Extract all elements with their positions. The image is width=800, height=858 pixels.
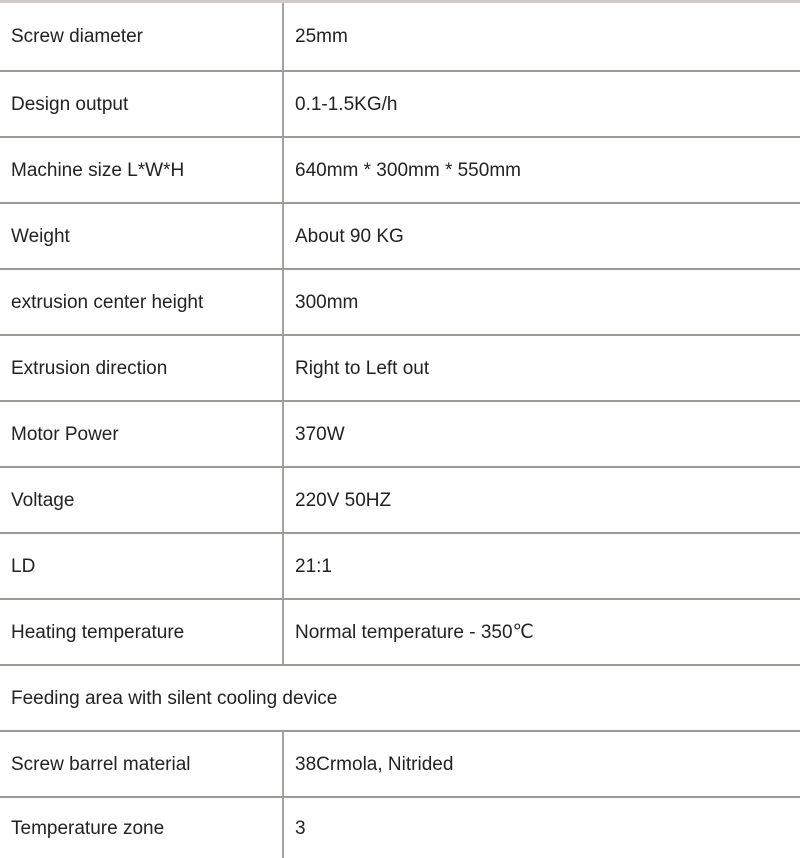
row-label: Screw diameter <box>0 3 284 70</box>
table-row-weight <box>0 204 800 270</box>
row-value: 21:1 <box>295 555 332 577</box>
row-label: Voltage <box>0 468 284 532</box>
table-row-extrusion-direction <box>0 336 800 402</box>
table-row-ld <box>0 534 800 600</box>
row-value: 220V 50HZ <box>295 489 392 511</box>
row-value: 640mm * 300mm * 550mm <box>295 159 521 181</box>
row-value: 25mm <box>295 26 348 47</box>
row-label: extrusion center height <box>0 270 284 334</box>
row-label: Machine size L*W*H <box>0 138 284 202</box>
table-row-heating-temperature <box>0 600 800 666</box>
row-value: About 90 KG <box>295 225 404 247</box>
table-row-screw-barrel-material <box>0 732 800 798</box>
row-value: 3 <box>295 817 306 839</box>
row-value: 38Crmola, Nitrided <box>295 753 454 775</box>
row-label: Design output <box>0 72 284 136</box>
table-row-voltage <box>0 468 800 534</box>
table-row-machine-size <box>0 138 800 204</box>
row-full-text: Feeding area with silent cooling device <box>11 687 338 709</box>
table-row-temperature-zone <box>0 798 800 858</box>
row-label: Motor Power <box>0 402 284 466</box>
row-value: Right to Left out <box>295 357 430 379</box>
row-label: Weight <box>0 204 284 268</box>
row-label: Extrusion direction <box>0 336 284 400</box>
row-label: Heating temperature <box>0 600 284 664</box>
row-value: 300mm <box>295 291 359 313</box>
table-row-design-output <box>0 72 800 138</box>
row-label: Temperature zone <box>0 798 284 858</box>
row-label: Screw barrel material <box>0 732 284 796</box>
table-row-feeding-area <box>0 666 800 732</box>
table-row-screw-diameter <box>0 3 800 72</box>
row-label: LD <box>0 534 284 598</box>
row-value: 370W <box>295 423 345 445</box>
row-value: Normal temperature - 350℃ <box>295 621 534 643</box>
table-row-extrusion-center-height <box>0 270 800 336</box>
row-value: 0.1-1.5KG/h <box>295 93 398 115</box>
table-row-motor-power <box>0 402 800 468</box>
